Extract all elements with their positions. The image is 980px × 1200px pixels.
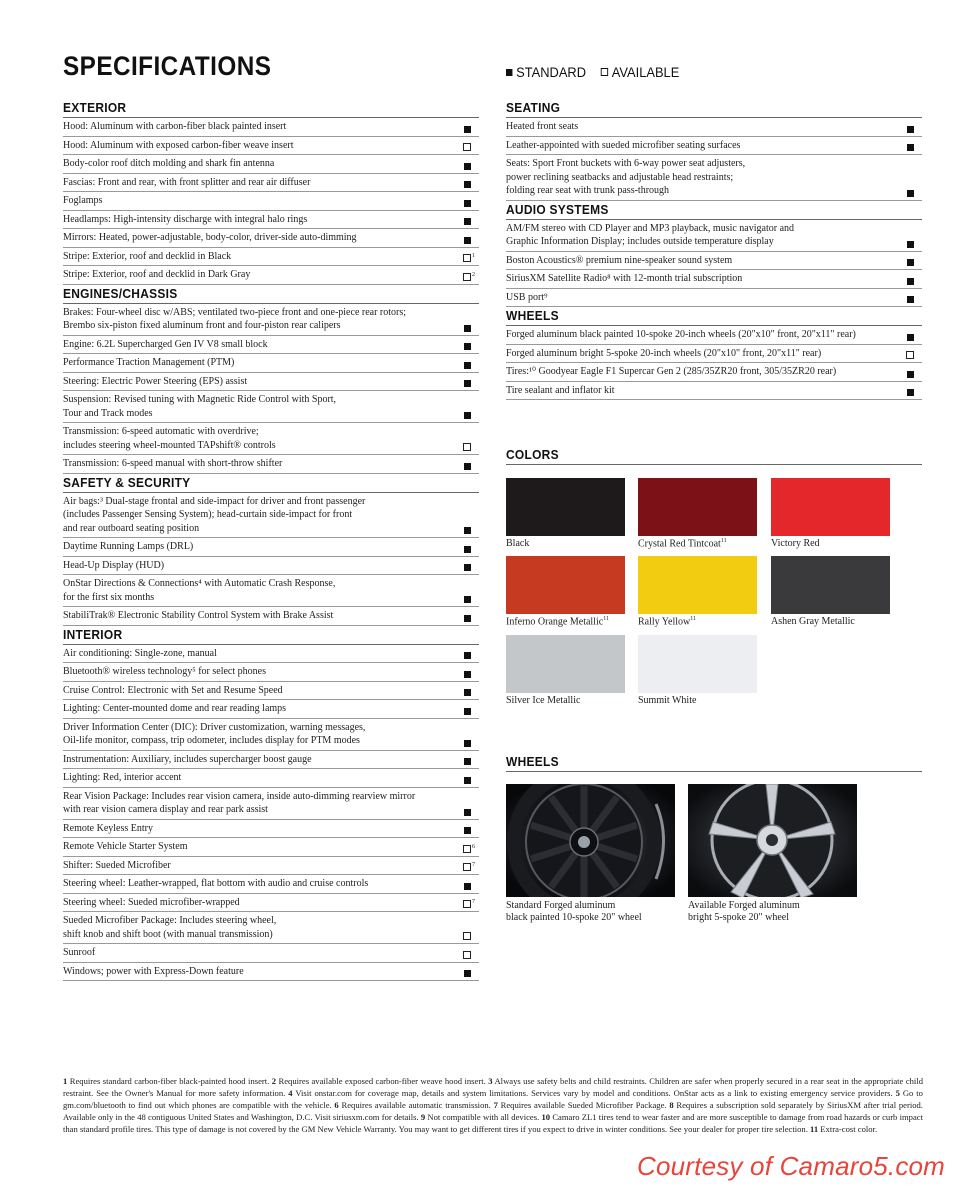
standard-square-icon [464, 527, 471, 534]
standard-square-icon [464, 564, 471, 571]
spec-text: OnStar Directions & Connections⁴ with Automatic Crash Response, for the first six months [63, 578, 336, 603]
footnote-text: Requires available automatic transmission. [341, 1100, 491, 1110]
section-heading: EXTERIOR [63, 99, 479, 118]
standard-square-icon [464, 200, 471, 207]
footnote-text: Always use safety belts and child restraints. Children are safer when properly secured in a rear seat in the appropriate child restraint. See the Owner's Manual for more safety information. [63, 1076, 923, 1098]
standard-square-icon [464, 596, 471, 603]
footnote-text: Requires a subscription sold separately by SiriusXM after trial period. Available only in the 48 contiguous United States and Washington, D.C. Visit siriusxm.com for details. [63, 1100, 923, 1122]
standard-square-icon [907, 296, 914, 303]
standard-square-icon [464, 777, 471, 784]
available-square-icon [463, 899, 475, 908]
footnote-text: Extra-cost color. [820, 1124, 878, 1134]
spec-text: AM/FM stereo with CD Player and MP3 playback, music navigator and Graphic Information Display; includes outside temperature display [506, 222, 795, 247]
spec-text: StabiliTrak® Electronic Stability Control System with Brake Assist [63, 610, 334, 621]
spec-row [63, 455, 479, 474]
wheels-gallery-heading: WHEELS [506, 753, 922, 772]
standard-square-icon [464, 181, 471, 188]
spec-row [506, 155, 922, 201]
color-name: Rally Yellow$^{11}$ [638, 616, 697, 628]
footnote-ref: 11 [690, 616, 697, 622]
section-heading: SEATING [506, 99, 922, 118]
spec-text: Performance Traction Management (PTM) [63, 357, 235, 368]
spec-row [63, 493, 479, 539]
spec-row [63, 229, 479, 248]
standard-square-icon [464, 463, 471, 470]
spec-row [506, 137, 922, 156]
spec-text: Seats: Sport Front buckets with 6-way power seat adjusters, power reclining seatbacks and adjustable head restraints; folding rear seat with trunk pass-through [506, 158, 746, 196]
spec-text: Stripe: Exterior, roof and decklid in Dark Gray [63, 269, 251, 280]
spec-row [63, 751, 479, 770]
standard-square-icon [506, 69, 512, 76]
spec-row [63, 820, 479, 839]
available-square-icon [463, 253, 475, 262]
standard-square-icon [464, 827, 471, 834]
spec-row [63, 912, 479, 944]
standard-square-icon [907, 126, 914, 133]
bright-wheel-caption: Available Forged aluminum bright 5-spoke 20" wheel [688, 900, 800, 923]
spec-row [63, 557, 479, 576]
spec-row [63, 769, 479, 788]
spec-text: Head-Up Display (HUD) [63, 559, 165, 571]
spec-row [63, 894, 479, 913]
section-heading: INTERIOR [63, 626, 479, 645]
spec-row [63, 875, 479, 894]
spec-text: Headlamps: High-intensity discharge with integral halo rings [63, 213, 308, 225]
section-heading: SAFETY & SECURITY [63, 474, 479, 493]
spec-text: Steering: Electric Power Steering (EPS) assist [63, 375, 248, 387]
footnote-text: Requires standard carbon-fiber black-painted hood insert. [69, 1076, 270, 1086]
spec-row [506, 382, 922, 401]
wheels-gallery-section [506, 753, 922, 772]
spec-row [63, 304, 479, 336]
spec-text: Air conditioning: Single-zone, manual [63, 647, 217, 659]
colors-section [506, 446, 922, 465]
footnote-text: Camaro ZL1 tires tend to wear faster and are more susceptible to damage from road hazards or curb impact than standard profile tires. This type of damage is not covered by the GM New Vehicle Warranty. You may want to get different tires if you expect to drive in winter conditions. See your dealer for proper tire selection. [63, 1112, 923, 1134]
spec-row [63, 266, 479, 285]
spec-row [63, 137, 479, 156]
spec-row [63, 944, 479, 963]
standard-square-icon [464, 546, 471, 553]
spec-text: Lighting: Red, interior accent [63, 772, 182, 783]
spec-row [506, 118, 922, 137]
spec-text: Windows; power with Express-Down feature [63, 965, 244, 977]
legend-available-label: AVAILABLE [611, 64, 680, 80]
footnote-number: 1 [63, 1076, 68, 1086]
standard-square-icon [464, 708, 471, 715]
footnote-text: Not compatible with all devices. [427, 1112, 540, 1122]
footnote-number: 4 [288, 1088, 293, 1098]
spec-text: Shifter: Sueded Microfiber [63, 859, 171, 871]
standard-square-icon [464, 970, 471, 977]
left-spec-column [63, 99, 479, 981]
available-square-icon [463, 951, 471, 959]
standard-square-icon [907, 278, 914, 285]
spec-row [63, 607, 479, 626]
spec-text: Hood: Aluminum with carbon-fiber black painted insert [63, 121, 287, 132]
standard-square-icon [464, 758, 471, 765]
standard-square-icon [464, 412, 471, 419]
standard-square-icon [907, 144, 914, 151]
spec-text: Boston Acoustics® premium nine-speaker sound system [506, 254, 733, 266]
spec-text: Sunroof [63, 947, 96, 958]
colors-heading: COLORS [506, 446, 922, 465]
spec-text: Transmission: 6-speed automatic with overdrive; includes steering wheel-mounted TAPshift® controls [63, 426, 276, 451]
spec-text: Cruise Control: Electronic with Set and Resume Speed [63, 684, 283, 696]
spec-text: Forged aluminum black painted 10-spoke 20-inch wheels (20"x10" front, 20"x11" rear) [506, 329, 856, 340]
standard-square-icon [464, 380, 471, 387]
footnote-ref: 1 [472, 253, 475, 259]
color-swatch [506, 556, 625, 614]
spec-row [63, 174, 479, 193]
standard-square-icon [907, 190, 914, 197]
standard-square-icon [464, 343, 471, 350]
spec-text: Tire sealant and inflator kit [506, 384, 615, 396]
standard-square-icon [464, 218, 471, 225]
footnote-number: 5 [895, 1088, 900, 1098]
available-square-icon [463, 271, 475, 281]
spec-text: Foglamps [63, 195, 103, 206]
standard-square-icon [464, 237, 471, 244]
spec-row [506, 252, 922, 271]
footnote-ref: 7 [472, 862, 475, 868]
spec-text: Transmission: 6-speed manual with short-throw shifter [63, 458, 283, 469]
right-spec-column [506, 99, 922, 400]
spec-row [506, 363, 922, 382]
standard-square-icon [464, 671, 471, 678]
standard-square-icon [907, 259, 914, 266]
standard-square-icon [464, 652, 471, 659]
spec-text: Mirrors: Heated, power-adjustable, body-color, driver-side auto-dimming [63, 232, 357, 243]
color-name: Black [506, 538, 530, 549]
spec-row [63, 963, 479, 982]
standard-square-icon [464, 362, 471, 369]
spec-text: Instrumentation: Auxiliary, includes supercharger boost gauge [63, 753, 312, 765]
available-square-icon [906, 351, 914, 359]
standard-square-icon [464, 163, 471, 170]
standard-square-icon [907, 371, 914, 378]
spec-row [63, 538, 479, 557]
section-heading: ENGINES/CHASSIS [63, 285, 479, 304]
spec-text: Remote Keyless Entry [63, 822, 153, 834]
spec-row [506, 345, 922, 364]
available-square-icon [463, 862, 475, 871]
spec-row [63, 645, 479, 664]
available-square-icon [463, 843, 475, 853]
spec-text: Body-color roof ditch molding and shark fin antenna [63, 158, 275, 169]
spec-row [63, 663, 479, 682]
standard-square-icon [907, 389, 914, 396]
standard-square-icon [464, 126, 471, 133]
spec-text: Rear Vision Package: Includes rear vision camera, inside auto-dimming rearview mirror with rear vision camera display and rear park assist [63, 790, 416, 815]
color-name: Ashen Gray Metallic [771, 616, 855, 627]
color-swatch [638, 478, 757, 536]
footnote-number: 8 [669, 1100, 674, 1110]
color-swatch [638, 556, 757, 614]
spec-row [63, 155, 479, 174]
spec-text: Suspension: Revised tuning with Magnetic Ride Control with Sport, Tour and Track modes [63, 394, 337, 419]
color-swatch [506, 478, 625, 536]
footnote-ref: 2 [472, 271, 475, 278]
bright-5-spoke-wheel-image [688, 784, 857, 897]
spec-row [63, 373, 479, 392]
color-name: Summit White [638, 695, 697, 706]
spec-text: Lighting: Center-mounted dome and rear reading lamps [63, 703, 287, 714]
spec-row [506, 289, 922, 308]
footnote-number: 7 [493, 1100, 498, 1110]
footnote-ref: 6 [472, 843, 475, 850]
spec-row [63, 575, 479, 607]
spec-row [506, 220, 922, 252]
spec-text: Daytime Running Lamps (DRL) [63, 541, 194, 552]
color-name: Victory Red [771, 538, 820, 549]
legend [506, 64, 679, 80]
available-square-icon [463, 143, 471, 151]
footnote-ref: 7 [472, 899, 475, 905]
spec-text: Bluetooth® wireless technology⁵ for select phones [63, 666, 266, 677]
spec-row [63, 391, 479, 423]
footnote-number: 10 [541, 1112, 551, 1122]
spec-row [63, 838, 479, 857]
spec-row [63, 423, 479, 455]
standard-square-icon [464, 883, 471, 890]
color-swatch [506, 635, 625, 693]
spec-row [63, 719, 479, 751]
page-title: SPECIFICATIONS [63, 51, 272, 81]
spec-text: Forged aluminum bright 5-spoke 20-inch wheels (20"x10" front, 20"x11" rear) [506, 347, 822, 359]
footnote-number: 9 [420, 1112, 426, 1122]
available-square-icon [463, 932, 471, 940]
standard-square-icon [464, 615, 471, 622]
spec-text: Engine: 6.2L Supercharged Gen IV V8 small block [63, 338, 268, 350]
color-swatch [771, 556, 890, 614]
footnote-ref: 11 [603, 616, 609, 622]
spec-row [63, 354, 479, 373]
spec-text: Driver Information Center (DIC): Driver customization, warning messages, Oil-life monitor, compass, trip odometer, includes display for PTM modes [63, 721, 366, 746]
section-heading: AUDIO SYSTEMS [506, 201, 922, 220]
color-name: Crystal Red Tintcoat$^{11}$ [638, 538, 727, 550]
spec-text: Sueded Microfiber Package: Includes steering wheel, shift knob and shift boot (with manual transmission) [63, 915, 277, 940]
spec-text: Tires:¹⁰ Goodyear Eagle F1 Supercar Gen 2 (285/35ZR20 front, 305/35ZR20 rear) [506, 366, 837, 377]
spec-row [63, 788, 479, 820]
footnote-number: 2 [271, 1076, 277, 1086]
standard-square-icon [907, 241, 914, 248]
spec-text: SiriusXM Satellite Radio⁸ with 12-month trial subscription [506, 273, 743, 284]
color-name: Silver Ice Metallic [506, 695, 581, 706]
spec-row [63, 682, 479, 701]
color-swatch [638, 635, 757, 693]
spec-text: Brakes: Four-wheel disc w/ABS; ventilated two-piece front and one-piece rear rotors; Brembo six-piston fixed aluminum front and four-piston rear calipers [63, 306, 407, 331]
black-wheel-caption: Standard Forged aluminum black painted 10-spoke 20" wheel [506, 900, 642, 923]
spec-text: Fascias: Front and rear, with front splitter and rear air diffuser [63, 176, 311, 188]
color-name: Inferno Orange Metallic$^{11}$ [506, 616, 609, 628]
courtesy-watermark: Courtesy of Camaro5.com [637, 1151, 946, 1181]
spec-row [63, 857, 479, 876]
spec-row [63, 118, 479, 137]
spec-text: Leather-appointed with sueded microfiber seating surfaces [506, 139, 741, 151]
footnote-text: Visit onstar.com for coverage map, details and system limitations. Services vary by model and conditions. OnStar acts as a link to existing emergency service providers. [295, 1088, 893, 1098]
footnote-text: Requires available Sueded Microfiber Package. [500, 1100, 667, 1110]
available-square-icon [601, 68, 608, 76]
spec-text: USB port⁹ [506, 291, 548, 303]
footnotes [63, 1075, 923, 1135]
spec-text: Remote Vehicle Starter System [63, 841, 188, 852]
spec-text: Air bags:³ Dual-stage frontal and side-impact for driver and front passenger (includes Passenger Sensing System); head-curtain side-impact for front and rear outboard seating position [63, 495, 366, 534]
black-10-spoke-wheel-image [506, 784, 675, 897]
footnote-text: Requires available exposed carbon-fiber weave hood insert. [278, 1076, 486, 1086]
spec-row [63, 248, 479, 267]
standard-square-icon [464, 809, 471, 816]
spec-row [63, 192, 479, 211]
spec-row [63, 336, 479, 355]
spec-text: Steering wheel: Leather-wrapped, flat bottom with audio and cruise controls [63, 878, 369, 889]
spec-row [63, 700, 479, 719]
spec-row [506, 326, 922, 345]
spec-text: Heated front seats [506, 121, 579, 132]
footnote-text: Go to gm.com/bluetooth to find out which phones are compatible with the vehicle. [63, 1088, 923, 1110]
legend-standard-label: STANDARD [516, 64, 587, 80]
footnote-number: 11 [810, 1124, 819, 1134]
spec-text: Hood: Aluminum with exposed carbon-fiber weave insert [63, 139, 294, 151]
standard-square-icon [464, 689, 471, 696]
available-square-icon [463, 443, 471, 451]
section-heading: WHEELS [506, 307, 922, 326]
footnote-ref: 11 [720, 538, 727, 544]
spec-text: Stripe: Exterior, roof and decklid in Black [63, 250, 232, 262]
spec-row [506, 270, 922, 289]
footnote-number: 3 [488, 1076, 493, 1086]
standard-square-icon [464, 740, 471, 747]
spec-text: Steering wheel: Sueded microfiber-wrapped [63, 896, 240, 908]
standard-square-icon [464, 325, 471, 332]
color-swatch [771, 478, 890, 536]
standard-square-icon [907, 334, 914, 341]
footnote-number: 6 [334, 1100, 339, 1110]
spec-row [63, 211, 479, 230]
